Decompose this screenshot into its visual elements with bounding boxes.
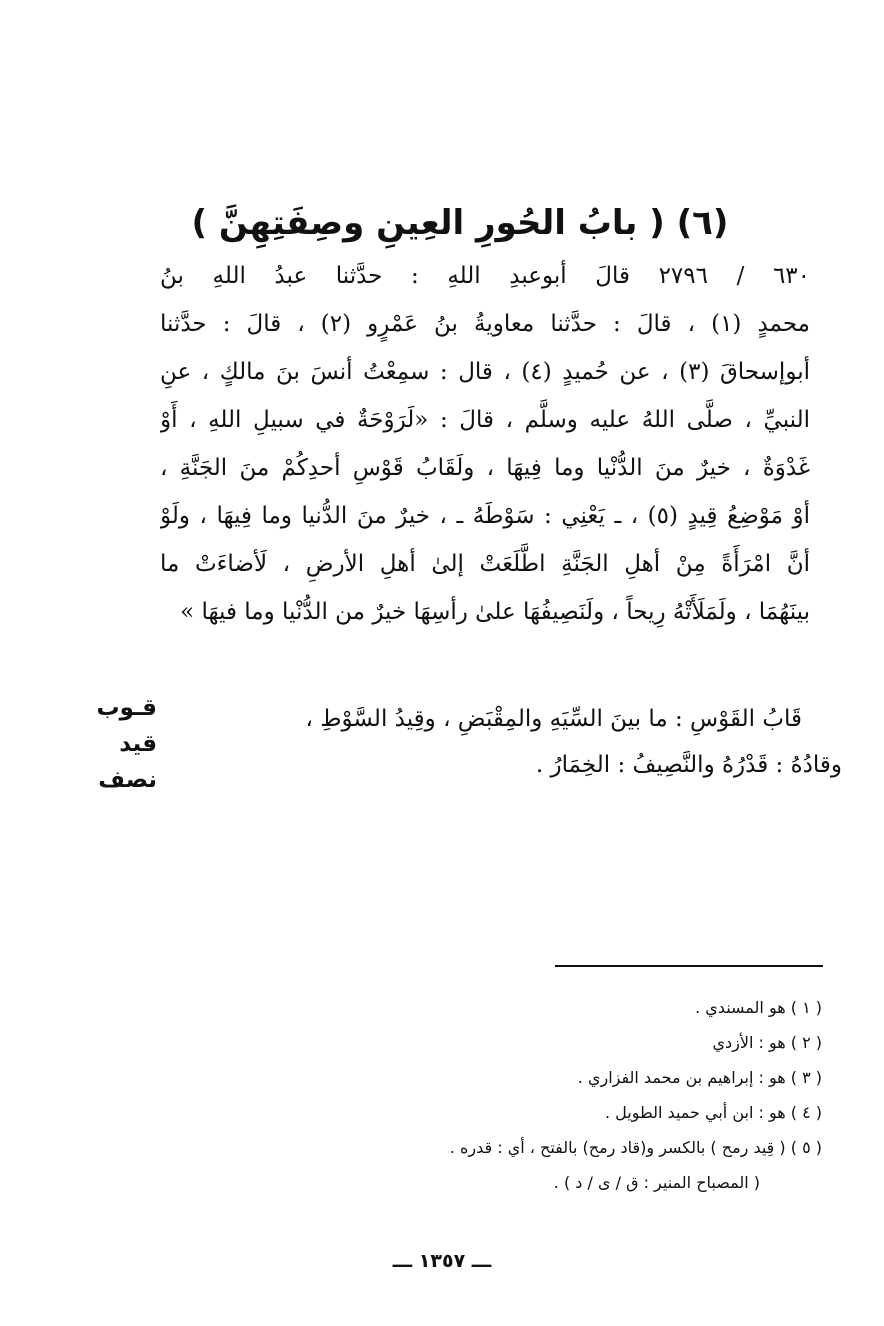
hadith-line: أوْ مَوْضِعُ قِيدٍ (٥) ، ـ يَعْنِي : سَوْطَهُ ـ ، خيرٌ منَ الدُّنيا وما فِيهَا ، ولَوْ [160, 503, 810, 529]
footnote-continuation: ( المصباح المنير : ق / ى / د ) . [553, 1173, 760, 1192]
gloss-line: وقادُهُ : قَدْرُهُ والنَّصِيفُ : الخِمَارُ . [535, 752, 842, 778]
hadith-line: بينَهُمَا ، ولَمَلَأَتْهُ رِيحاً ، ولَنَصِيفُهَا علىٰ رأسِهَا خيرٌ من الدُّنْيا وما فيهَا » [180, 599, 810, 625]
margin-word: نصف [98, 767, 157, 793]
hadith-line: محمدٍ (١) ، قالَ : حدَّثنا معاويةُ بنُ عَمْرٍو (٢) ، قالَ : حدَّثنا [160, 311, 810, 337]
footnote: ( ١ ) هو المسندي . [695, 998, 822, 1017]
footnote: ( ٥ ) ( قِيد رمح ) بالكسر و(قاد رمح) بالفتح ، أي : قدره . [449, 1138, 822, 1157]
footnote: ( ٢ ) هو : الأزدي [712, 1033, 822, 1052]
gloss-line: قَابُ القَوْسِ : ما بينَ السِّيَهِ والمِقْبَضِ ، وقِيدُ السَّوْطِ ، [305, 706, 802, 732]
margin-root-words [62, 690, 157, 798]
hadith-line: ٦٣٠ / ٢٧٩٦ قالَ أبوعبدِ اللهِ : حدَّثنا عبدُ اللهِ بنُ [160, 263, 810, 289]
hadith-line: أنَّ امْرَأَةً مِنْ أهلِ الجَنَّةِ اطَّلَعَتْ إلىٰ أهلِ الأرضِ ، لَأضاءَتْ ما [160, 551, 810, 577]
footnotes [250, 990, 822, 1200]
footnote: ( ٤ ) هو : ابن أبي حميد الطويل . [605, 1103, 822, 1122]
hadith-line: أبوإسحاقَ (٣) ، عن حُميدٍ (٤) ، قال : سمِعْتُ أنسَ بنَ مالكٍ ، عنِ [160, 359, 810, 385]
vocabulary-gloss [160, 696, 842, 788]
footnote: ( ٣ ) هو : إبراهيم بن محمد الفزاري . [577, 1068, 822, 1087]
margin-word: قيد [119, 731, 157, 757]
hadith-line: النبيِّ ، صلَّى اللهُ عليه وسلَّم ، قالَ : «لَرَوْحَةٌ في سبيلِ اللهِ ، أَوْ [160, 407, 810, 433]
footnote-separator [555, 965, 823, 967]
chapter-title: (٦) ( بابُ الحُورِ العِينِ وصِفَتِهِنَّ ) [191, 203, 729, 243]
hadith-line: غَدْوَةٌ ، خيرٌ منَ الدُّنْيا وما فِيهَا ، ولَقَابُ قَوْسِ أحدِكُمْ منَ الجَنَّةِ ، [160, 455, 810, 481]
hadith-text [160, 252, 810, 636]
margin-word: قـوب [96, 695, 157, 721]
page-number: ـــ ١٣٥٧ ـــ [392, 1250, 492, 1272]
